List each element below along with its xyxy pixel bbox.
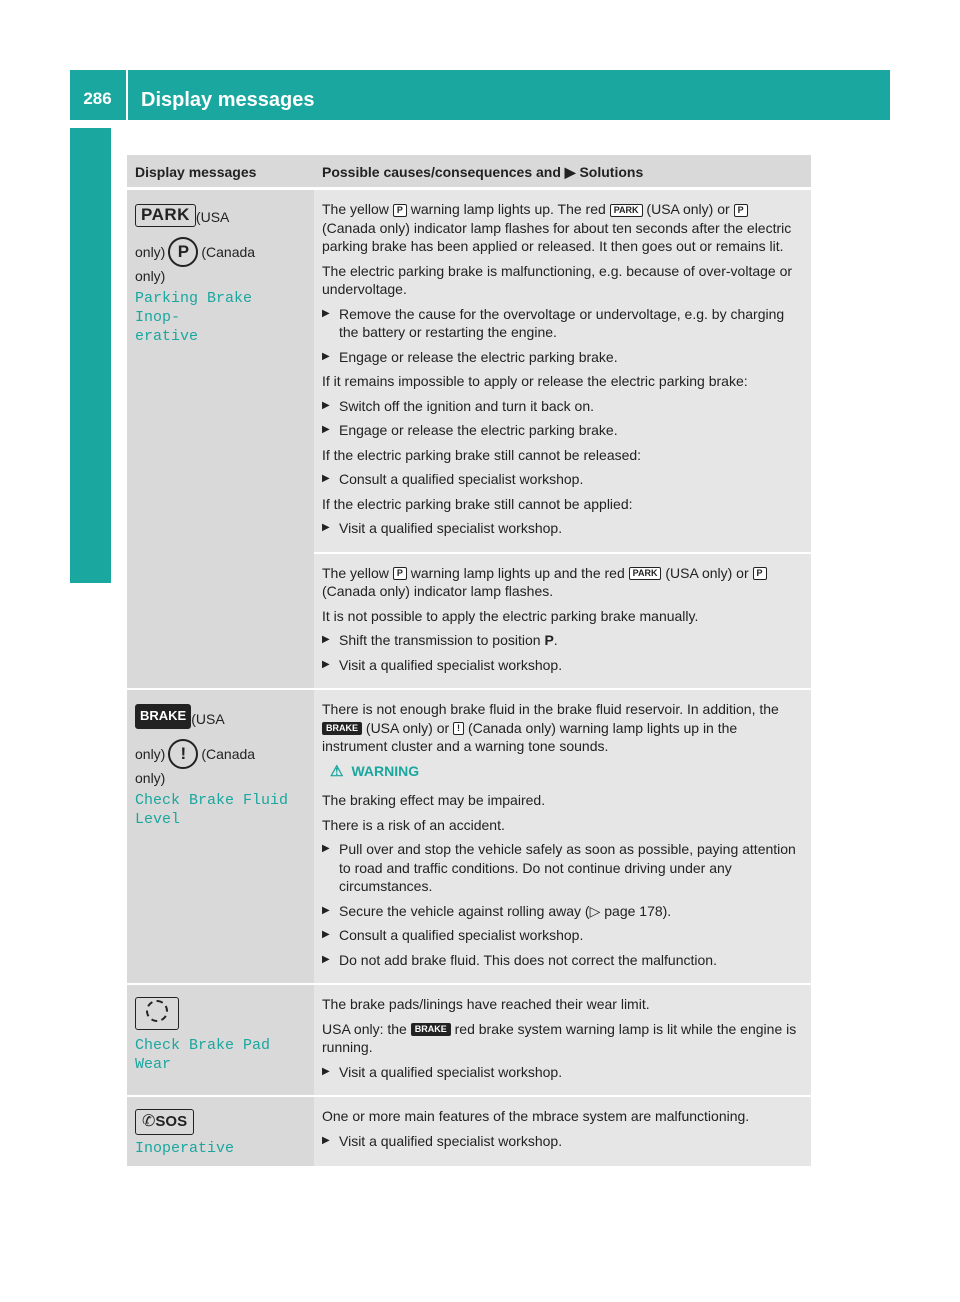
cause-cell-brake-pad	[314, 984, 811, 1096]
table-row-sos	[127, 1096, 811, 1166]
cause-cell-parking-1	[314, 189, 811, 553]
step-item: ▶ Remove the cause for the overvoltage or undervoltage, e.g. by charging the battery or restarting the engine.	[322, 305, 803, 342]
table-row-parking-brake	[127, 189, 811, 553]
display-messages-table	[127, 155, 811, 1166]
phone-icon: ✆	[142, 1113, 156, 1130]
arrow-icon: ▶	[564, 164, 576, 180]
p-lamp-icon: P	[734, 204, 748, 217]
paragraph: One or more main features of the mbrace system are malfunctioning.	[322, 1108, 750, 1124]
paragraph: The yellow P warning lamp lights up. The red PARK (USA only) or P (Canada only) indicator lamp flashes for about ten seconds after the electric parking brake has been applied or released. It then goes out or remains lit.	[322, 201, 792, 254]
p-lamp-icon: P	[753, 567, 767, 580]
paragraph: There is not enough brake fluid in the brake fluid reservoir. In addition, the BRAKE (USA only) or ! (Canada only) warning lamp lights up in the instrument cluster and a warning tone sounds.	[322, 701, 779, 754]
paragraph: It is not possible to apply the electric parking brake manually.	[322, 607, 699, 624]
page-title: Display messages	[141, 89, 315, 111]
paragraph: The braking effect may be impaired.	[322, 792, 546, 808]
brake-icon: BRAKE	[135, 704, 191, 729]
brake-lamp-icon: BRAKE	[411, 1023, 451, 1036]
usa-note-end: only)	[135, 243, 166, 260]
code-line: erative	[135, 328, 199, 345]
col-header-causes-text: Possible causes/consequences and	[322, 164, 565, 180]
brake-pad-wear-icon	[135, 997, 179, 1030]
exclamation-lamp-icon: !	[453, 722, 464, 735]
code-line: Check Brake Fluid	[135, 792, 289, 809]
col-header-solutions-text: Solutions	[575, 164, 644, 180]
step-item: ▶ Visit a qualified specialist workshop.	[322, 1132, 803, 1151]
table-row-brake-fluid	[127, 689, 811, 984]
table-row-brake-pad	[127, 984, 811, 1096]
usa-note-end: only)	[135, 745, 166, 762]
col-header-messages: Display messages	[127, 155, 314, 189]
paragraph: If the electric parking brake still cannot be applied:	[322, 495, 633, 512]
col-header-causes	[314, 155, 811, 189]
step-item: ▶ Consult a qualified specialist workshop.	[322, 926, 803, 945]
brake-lamp-icon: BRAKE	[322, 722, 362, 735]
step-item: ▶ Shift the transmission to position P.	[322, 631, 803, 650]
canada-note: (Canada	[201, 745, 256, 762]
table-header-row	[127, 155, 811, 189]
step-item: ▶ Engage or release the electric parking brake.	[322, 421, 803, 440]
code-line: Level	[135, 811, 181, 828]
message-cell-brake-fluid	[127, 689, 314, 984]
cause-cell-sos	[314, 1096, 811, 1166]
code-line: Parking Brake Inop‐	[135, 290, 253, 326]
sos-phone-icon: ✆SOS	[135, 1109, 194, 1135]
canada-note-end: only)	[135, 267, 166, 284]
brake-fluid-message-code	[135, 791, 306, 829]
message-cell-sos	[127, 1096, 314, 1166]
p-lamp-icon: P	[393, 567, 407, 580]
canada-note: (Canada	[201, 243, 256, 260]
p-lamp-icon: P	[393, 204, 407, 217]
parking-p-icon: P	[168, 237, 198, 267]
side-label-wrap	[78, 170, 108, 530]
step-item: ▶ Consult a qualified specialist workshop.	[322, 470, 803, 489]
paragraph: There is a risk of an accident.	[322, 816, 505, 833]
paragraph: The brake pads/linings have reached their wear limit.	[322, 996, 650, 1012]
usa-note: (USA	[191, 711, 225, 727]
park-lamp-icon: PARK	[610, 204, 643, 217]
warning-heading: ⚠ WARNING	[330, 762, 420, 780]
step-item: ▶ Visit a qualified specialist workshop.	[322, 656, 803, 675]
paragraph: USA only: the BRAKE red brake system warning lamp is lit while the engine is running.	[322, 1020, 797, 1055]
park-lamp-icon: PARK	[629, 567, 662, 580]
paragraph: If it remains impossible to apply or release the electric parking brake:	[322, 373, 748, 389]
sos-message-code: Inoperative	[135, 1139, 235, 1157]
usa-note: (USA	[195, 209, 230, 225]
page-ref-icon: ▷	[589, 902, 601, 919]
step-item: ▶ Switch off the ignition and turn it back on.	[322, 397, 803, 416]
page-number: 286	[83, 89, 112, 108]
warning-triangle-icon: ⚠	[330, 762, 344, 780]
canada-note-end: only)	[135, 769, 166, 786]
step-item: ▶ Visit a qualified specialist workshop.	[322, 1063, 803, 1082]
paragraph: The electric parking brake is malfunctioning, e.g. because of over-voltage or undervoltage.	[322, 262, 793, 297]
parking-message-code	[135, 289, 306, 346]
header-divider	[126, 70, 128, 120]
cause-cell-parking-2	[314, 553, 811, 690]
step-item: ▶ Secure the vehicle against rolling away (▷ page 178).	[322, 902, 803, 921]
step-item: ▶ Pull over and stop the vehicle safely as soon as possible, paying attention to road and traffic conditions. Do not continue driving under any circumstances.	[322, 840, 803, 896]
message-cell-brake-pad	[127, 984, 314, 1096]
brake-pad-message-code: Check Brake Pad Wear	[135, 1036, 271, 1073]
message-cell-parking	[127, 189, 314, 690]
step-item: ▶ Visit a qualified specialist workshop.	[322, 519, 803, 538]
paragraph: If the electric parking brake still cannot be released:	[322, 446, 642, 463]
paragraph: The yellow P warning lamp lights up and the red PARK (USA only) or P (Canada only) indicator lamp flashes.	[322, 564, 803, 601]
step-item: ▶ Engage or release the electric parking brake.	[322, 348, 803, 367]
cause-cell-brake-fluid	[314, 689, 811, 984]
section-label: On-board computer and displays	[81, 193, 104, 507]
step-item: ▶ Do not add brake fluid. This does not correct the malfunction.	[322, 951, 803, 970]
brake-exclamation-icon: !	[168, 739, 198, 769]
park-icon: PARK	[135, 204, 196, 227]
